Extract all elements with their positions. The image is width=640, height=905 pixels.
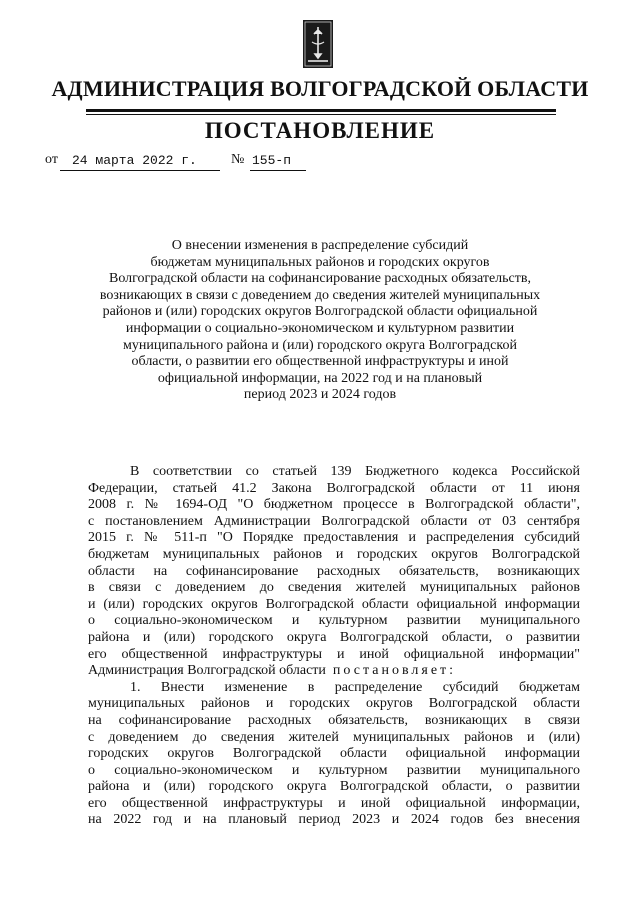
title-line: Волгоградской области на софинансирование расходных обязательств, <box>108 271 531 287</box>
body-line: области на софинансирование расходных обязательств, возникающих <box>88 563 580 579</box>
body-line: о социально-экономическом и культурном развитии муниципального <box>88 613 580 629</box>
resolve-subject: Администрация Волгоградской области <box>88 663 326 679</box>
item-1-line: на 2022 год и на плановый период 2023 и 2024 годов без внесения <box>88 812 580 828</box>
document-title <box>60 238 580 404</box>
header-rule-thin <box>86 114 556 115</box>
title-line: области, о развитии его общественной инфраструктуры и иной <box>131 354 509 370</box>
body-line: В соответствии со статьей 139 Бюджетного кодекса Российской <box>130 464 580 479</box>
date-underline <box>60 170 220 171</box>
item-1-line: 1. Внести изменение в распределение субсидий бюджетам <box>130 679 580 695</box>
item-1-line: городских округов Волгоградской области официальной информации <box>88 746 580 762</box>
body-line: и (или) городских округов Волгоградской области официальной информации <box>88 596 580 612</box>
coat-of-arms-emblem <box>303 20 333 68</box>
organization-name: АДМИНИСТРАЦИЯ ВОЛГОГРАДСКОЙ ОБЛАСТИ <box>51 76 589 101</box>
document-number: 155-п <box>252 153 292 168</box>
title-line: информации о социально-экономическом и культурном развитии <box>125 320 515 336</box>
item-1-line: о социально-экономическом и культурном развитии муниципального <box>88 762 580 778</box>
body-line: 2008 г. № 1694-ОД "О бюджетном процессе в Волгоградской области", <box>88 497 580 513</box>
body-line: района и (или) городского округа Волгоградской области, о развитии <box>88 629 580 645</box>
number-underline <box>250 170 306 171</box>
document-date: 24 марта 2022 г. <box>72 153 197 168</box>
item-1-line: на софинансирование расходных обязательств, возникающих в связи <box>88 712 580 728</box>
item-1-line: муниципальных районов и городских округов Волгоградской области <box>88 696 580 712</box>
document-body <box>88 464 580 829</box>
title-line: официальной информации, на 2022 год и на плановый <box>157 370 483 386</box>
title-line: возникающих в связи с доведением до сведения жителей муниципальных <box>99 287 541 303</box>
document-type: ПОСТАНОВЛЕНИЕ <box>204 118 436 143</box>
header-rule-thick <box>86 109 556 112</box>
item-1-line: с доведением до сведения жителей муниципальных районов и (или) <box>88 729 580 745</box>
body-line: в связи с доведением до сведения жителей муниципальных районов <box>88 580 580 596</box>
title-line: период 2023 и 2024 годов <box>243 387 397 403</box>
resolve-line <box>88 663 580 680</box>
body-line: его общественной инфраструктуры и иной официальной информации" <box>88 646 580 662</box>
title-line: районов и (или) городских округов Волгоградской области официальной <box>102 304 538 320</box>
item-1-line: его общественной инфраструктуры и иной официальной информации, <box>88 795 580 811</box>
body-line: Федерации, статьей 41.2 Закона Волгоградской области от 11 июня <box>88 480 580 496</box>
body-line: бюджетам муниципальных районов и городских округов Волгоградской <box>88 546 580 562</box>
title-line: муниципального района и (или) городского округа Волгоградской <box>123 337 517 353</box>
title-line: О внесении изменения в распределение субсидий <box>171 238 469 253</box>
body-line: с постановлением Администрации Волгоградской области от 03 сентября <box>88 513 580 529</box>
body-line: 2015 г. № 511-п "О Порядке предоставления и распределения субсидий <box>88 530 580 546</box>
date-prefix: от <box>45 152 58 167</box>
item-1-line: района и (или) городского округа Волгоградской области, о развитии <box>88 779 580 795</box>
title-line: бюджетам муниципальных районов и городских округов <box>150 254 490 270</box>
resolve-word: постановляет: <box>332 663 457 679</box>
number-prefix: № <box>231 152 245 167</box>
